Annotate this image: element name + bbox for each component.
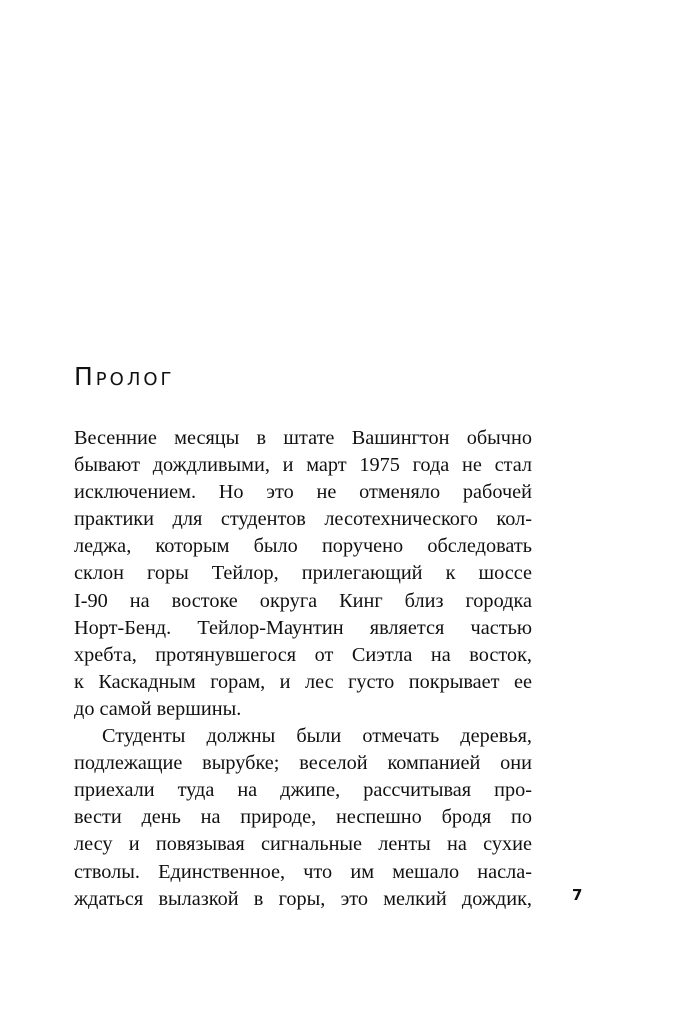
chapter-title: Пролог	[74, 362, 175, 391]
text-line: до самой вершины.	[74, 697, 242, 720]
text-line: Весенние месяцы в штате Вашингтон обычно	[74, 427, 532, 449]
text-line: Норт-Бенд. Тейлор-Маунтин является частью	[74, 616, 532, 639]
text-line: хребта, протянувшегося от Сиэтла на восток,	[74, 643, 532, 666]
text-line: леджа, которым было поручено обследовать	[74, 535, 532, 558]
text-line: Студенты должны были отмечать деревья,	[102, 725, 532, 748]
text-line: практики для студентов лесотехнического кол-	[74, 508, 532, 531]
text-line: стволы. Единственное, что им мешало насла-	[74, 860, 532, 883]
text-line: ждаться вылазкой в горы, это мелкий дождик,	[74, 887, 532, 910]
text-line: бывают дождливыми, и март 1975 года не стал	[74, 454, 532, 477]
text-line: исключением. Но это не отменяло рабочей	[74, 481, 532, 504]
text-line: подлежащие вырубке; веселой компанией они	[74, 752, 532, 775]
text-line: приехали туда на джипе, рассчитывая про-	[74, 779, 532, 802]
text-line: склон горы Тейлор, прилегающий к шоссе	[74, 562, 532, 585]
body-text	[74, 425, 532, 913]
text-line: I-90 на востоке округа Кинг близ городка	[74, 589, 532, 612]
text-line: к Каскадным горам, и лес густо покрывает ее	[74, 670, 532, 693]
text-line: вести день на природе, неспешно бродя по	[74, 806, 532, 829]
page-number: 7	[572, 886, 583, 904]
text-line: лесу и повязывая сигнальные ленты на сухие	[74, 833, 532, 856]
